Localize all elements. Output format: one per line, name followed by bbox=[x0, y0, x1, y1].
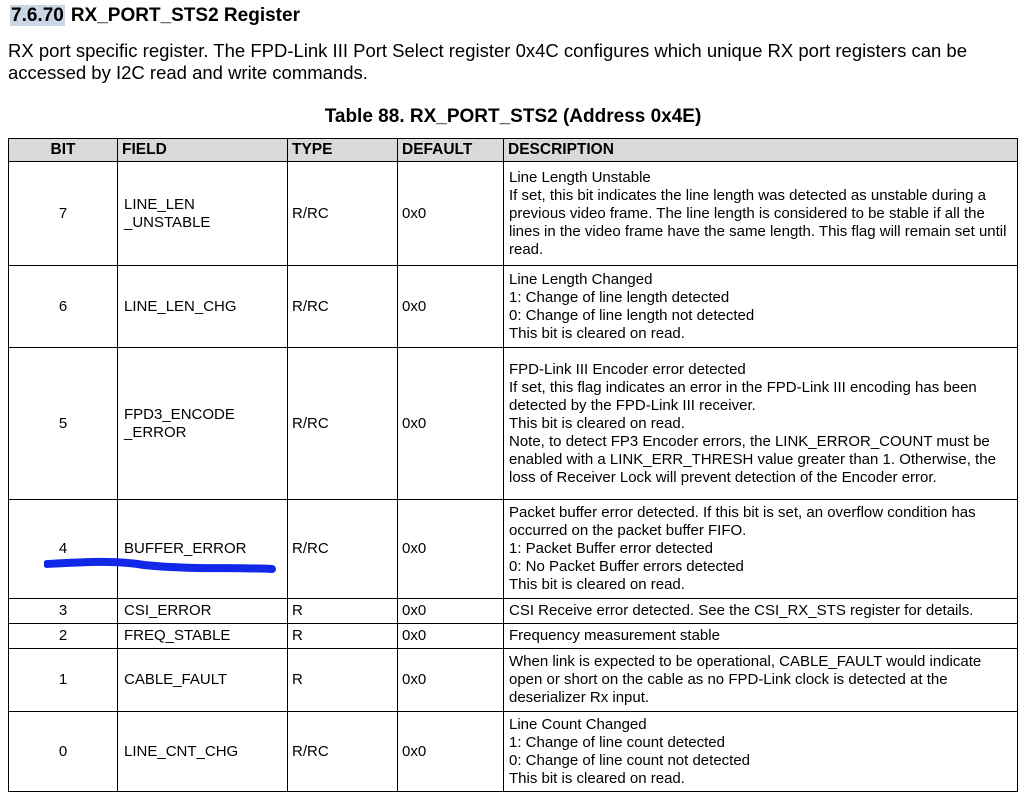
cell-type: R/RC bbox=[288, 348, 398, 500]
cell-bit: 4 bbox=[9, 500, 118, 599]
cell-default: 0x0 bbox=[398, 624, 504, 649]
header-bit: BIT bbox=[9, 139, 118, 162]
underline-stroke bbox=[47, 562, 272, 569]
cell-description: FPD-Link III Encoder error detected If set, this flag indicates an error in the FPD-Link III encoding has been detected by the FPD-Link III receiver. This bit is cleared on read. Note, to detect FP3 Encoder errors, the LINK_ERROR_COUNT must be enabled with a LINK_ERR_THRESH value greater than 1. Otherwise, the loss of Receiver Lock will prevent detection of the Encoder error. bbox=[504, 348, 1018, 500]
table-row bbox=[9, 599, 1018, 624]
cell-field: FREQ_STABLE bbox=[118, 624, 288, 649]
cell-type: R bbox=[288, 624, 398, 649]
cell-bit: 2 bbox=[9, 624, 118, 649]
header-default: DEFAULT bbox=[398, 139, 504, 162]
cell-default: 0x0 bbox=[398, 599, 504, 624]
table-row bbox=[9, 649, 1018, 712]
cell-field: CSI_ERROR bbox=[118, 599, 288, 624]
cell-type: R/RC bbox=[288, 266, 398, 348]
cell-description: Frequency measurement stable bbox=[504, 624, 1018, 649]
cell-type: R/RC bbox=[288, 712, 398, 792]
cell-type: R/RC bbox=[288, 500, 398, 599]
cell-field: FPD3_ENCODE _ERROR bbox=[118, 348, 288, 500]
table-caption: Table 88. RX_PORT_STS2 (Address 0x4E) bbox=[324, 106, 702, 127]
cell-type: R/RC bbox=[288, 162, 398, 266]
cell-description: Line Length Unstable If set, this bit indicates the line length was detected as unstable during a previous video frame. The line length is considered to be stable if all the lines in the video frame have the same length. This flag will remain set until read. bbox=[504, 162, 1018, 266]
header-type: TYPE bbox=[288, 139, 398, 162]
cell-default: 0x0 bbox=[398, 649, 504, 712]
table-row bbox=[9, 266, 1018, 348]
cell-bit: 0 bbox=[9, 712, 118, 792]
table-row bbox=[9, 162, 1018, 266]
cell-field: CABLE_FAULT bbox=[118, 649, 288, 712]
table-row bbox=[9, 624, 1018, 649]
header-field: FIELD bbox=[118, 139, 288, 162]
cell-bit: 7 bbox=[9, 162, 118, 266]
cell-description: CSI Receive error detected. See the CSI_RX_STS register for details. bbox=[504, 599, 1018, 624]
table-row bbox=[9, 712, 1018, 792]
cell-field: LINE_CNT_CHG bbox=[118, 712, 288, 792]
cell-bit: 3 bbox=[9, 599, 118, 624]
cell-description: Line Count Changed 1: Change of line count detected 0: Change of line count not detected This bit is cleared on read. bbox=[504, 712, 1018, 792]
register-table bbox=[8, 138, 1018, 792]
cell-type: R bbox=[288, 649, 398, 712]
section-intro: RX port specific register. The FPD-Link III Port Select register 0x4C configures which unique RX port registers can be accessed by I2C read and write commands. bbox=[8, 40, 968, 83]
cell-bit: 5 bbox=[9, 348, 118, 500]
cell-description: Packet buffer error detected. If this bit is set, an overflow condition has occurred on the packet buffer FIFO. 1: Packet Buffer error detected 0: No Packet Buffer errors detected This bit is cleared on read. bbox=[504, 500, 1018, 599]
cell-default: 0x0 bbox=[398, 266, 504, 348]
cell-field: LINE_LEN_CHG bbox=[118, 266, 288, 348]
cell-bit: 6 bbox=[9, 266, 118, 348]
header-description: DESCRIPTION bbox=[504, 139, 1018, 162]
table-row bbox=[9, 348, 1018, 500]
cell-description: When link is expected to be operational, CABLE_FAULT would indicate open or short on the cable as no FPD-Link clock is detected at the deserializer Rx input. bbox=[504, 649, 1018, 712]
cell-default: 0x0 bbox=[398, 348, 504, 500]
table-row bbox=[9, 500, 1018, 599]
section-title: RX_PORT_STS2 Register bbox=[70, 5, 300, 26]
handwritten-underline-mark bbox=[44, 556, 284, 580]
cell-field: LINE_LEN _UNSTABLE bbox=[118, 162, 288, 266]
cell-default: 0x0 bbox=[398, 500, 504, 599]
table-header-row bbox=[9, 139, 1018, 162]
section-number: 7.6.70 bbox=[11, 5, 64, 26]
cell-bit: 1 bbox=[9, 649, 118, 712]
section-heading bbox=[10, 5, 300, 27]
cell-default: 0x0 bbox=[398, 162, 504, 266]
cell-default: 0x0 bbox=[398, 712, 504, 792]
cell-type: R bbox=[288, 599, 398, 624]
cell-field: BUFFER_ERROR bbox=[118, 500, 288, 599]
cell-description: Line Length Changed 1: Change of line length detected 0: Change of line length not detected This bit is cleared on read. bbox=[504, 266, 1018, 348]
